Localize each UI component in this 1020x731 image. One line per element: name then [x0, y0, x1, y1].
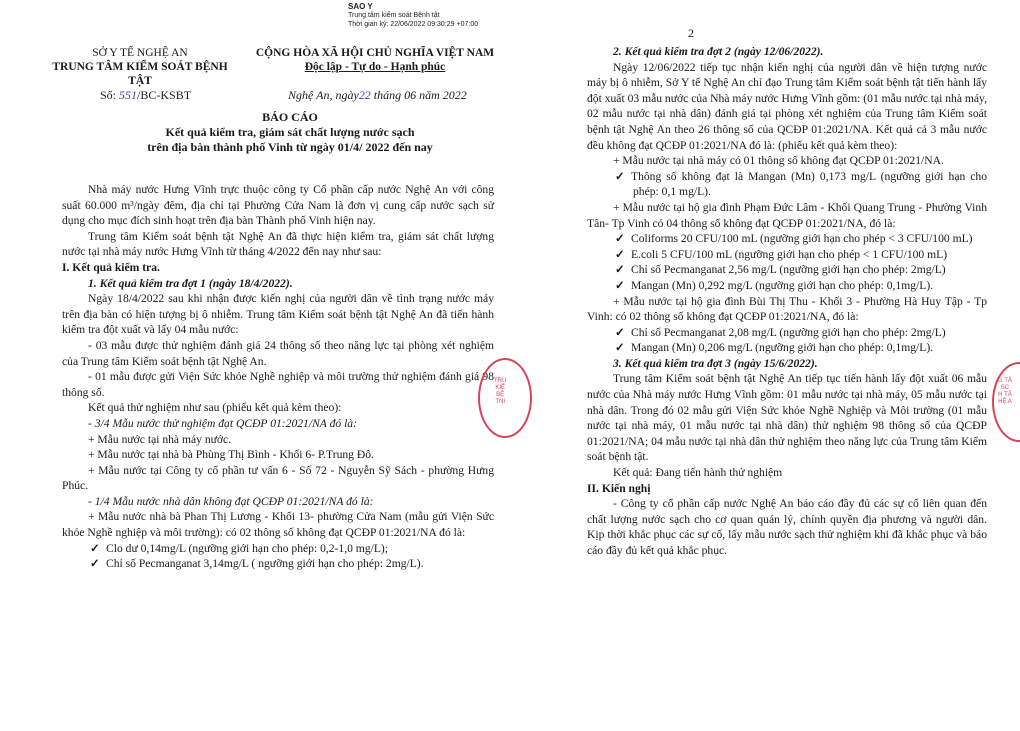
paragraph: Ngày 12/06/2022 tiếp tục nhận kiến nghị của người dân về hiện tượng nước máy bị ô nhiễm, Sở Y tế Nghệ An chỉ đạo Trung tâm Kiểm soát bệnh tật tiến hành lấy đột xuất 03 mẫu nước của Nhà máy nước Hưng Vĩnh gồm: (01 mẫu nước tại nhà máy, 02 mẫu nước tại nhà dân) đánh giá tại phòng xét nghiệm của Trung tâm Kiểm soát bệnh tật Nghệ An theo 26 thông số của QCĐP 01:2021/NA. Kết quả cả 3 mẫu nước đều không đạt QCĐP 01:2021/NA đó là: (phiếu kết quả kèm theo): — [587, 60, 987, 152]
check-icon: ✓ — [615, 169, 625, 183]
check-item-text: Coliforms 20 CFU/100 mL (ngưỡng giới hạn cho phép < 3 CFU/100 mL) — [631, 232, 973, 246]
paragraph: + Mẫu nước tại nhà máy có 01 thông số không đạt QCĐP 01:2021/NA. — [613, 154, 944, 168]
paragraph: - 1/4 Mẫu nước nhà dân không đạt QCĐP 01:2021/NA đó là: — [88, 494, 374, 508]
paragraph: Trung tâm Kiểm soát bệnh tật Nghệ An tiếp tục tiến hành lấy đột xuất 06 mẫu nước của Nhà máy nước Hưng Vĩnh gồm: 01 mẫu nước tại nhà máy, 05 mẫu nước tại nhà dân. Trong đó 02 mẫu gửi Viện Sức khỏe Nghề Nghiệp và Môi trường (01 mẫu nước tại nhà máy, 01 mẫu nước tại nhà dân) thử nghiệm 98 thông số của QCĐP 01:2021/NA; 04 mẫu nước tại nhà dân thử nghiệm theo năng lực của Trung tâm Kiểm soát bệnh tật. — [587, 372, 987, 464]
page-number: 2 — [688, 26, 694, 40]
doc-no-suffix: /BC-KSBT — [137, 88, 192, 102]
paragraph: + Mẫu nước tại Công ty cổ phần tư vấn 6 - Số 72 - Nguyễn Sỹ Sách - phường Hưng Phúc. — [62, 463, 494, 493]
paragraph: + Mẫu nước tại nhà máy nước. — [88, 432, 232, 446]
check-item — [587, 231, 987, 247]
nation-header — [255, 46, 495, 74]
check-item — [62, 541, 494, 557]
doc-no-handwritten: 551 — [119, 88, 138, 102]
check-icon: ✓ — [615, 325, 625, 339]
paragraph: Trung tâm Kiểm soát bệnh tật Nghệ An đã thực hiện kiểm tra, giám sát chất lượng nước tại nhà máy nước Hưng Vĩnh từ tháng 4/2022 đến nay như sau: — [62, 229, 494, 259]
nation-name: CỘNG HÒA XÃ HỘI CHỦ NGHĨA VIỆT NAM — [255, 47, 495, 59]
document-number — [100, 88, 191, 103]
report-title — [120, 110, 460, 155]
check-item-text: Chỉ số Pecmanganat 2,08 mg/L (ngưỡng giới hạn cho phép: 2mg/L) — [631, 325, 946, 339]
red-seal-stamp: TRU KIỂ BỆ TNI — [478, 358, 532, 438]
check-item — [587, 278, 987, 294]
document-date — [288, 88, 467, 103]
signature-stamp — [348, 2, 478, 29]
section-heading: I. Kết quả kiểm tra. — [62, 260, 160, 274]
check-item-text: Clo dư 0,14mg/L (ngưỡng giới hạn cho phép: 0,2-1,0 mg/L); — [106, 541, 389, 555]
date-prefix: Nghệ An, ngày — [288, 88, 359, 102]
paragraph: - Công ty cổ phần cấp nước Nghệ An báo cáo đầy đủ các sự cố liên quan đến chất lượng nước sạch cho cơ quan quản lý, chính quyền địa phương và người dân. Kịp thời khắc phục các sự cố, lấy mẫu nước sạch thử nghiệm khi đã khắc phục và báo cáo đầy đủ kết quả khắc phục. — [587, 497, 987, 557]
paragraph: Kết quả thử nghiệm như sau (phiếu kết quả kèm theo): — [88, 401, 342, 415]
check-item-text: E.coli 5 CFU/100 mL (ngưỡng giới hạn cho phép < 1 CFU/100 mL) — [631, 247, 948, 261]
subsection-heading: 2. Kết quả kiểm tra đợt 2 (ngày 12/06/2022). — [613, 45, 824, 58]
org-header — [40, 46, 240, 88]
check-item-text: Mangan (Mn) 0,292 mg/L (ngưỡng giới hạn cho phép: 0,1mg/L). — [631, 278, 934, 292]
check-item-text: Mangan (Mn) 0,206 mg/L (ngưỡng giới hạn cho phép: 0,1mg/L). — [631, 341, 934, 355]
check-item — [587, 247, 987, 263]
section-heading: II. Kiến nghị — [587, 481, 651, 495]
paragraph: Ngày 18/4/2022 sau khi nhận được kiến nghị của người dân về tình trạng nước máy trên địa bàn có hiện tượng bị ô nhiễm. Trung tâm Kiểm soát bệnh tật Nghệ An đã tiến hành kiểm tra đột xuất và lấy 04 mẫu nước: — [62, 292, 494, 337]
check-item-text: Thông số không đạt là Mangan (Mn) 0,173 mg/L (ngưỡng giới hạn cho phép: 0,1 mg/L). — [631, 169, 987, 199]
check-icon: ✓ — [90, 541, 100, 555]
paragraph: + Mẫu nước tại hộ gia đình Phạm Đức Lâm - Khối Quang Trung - Phường Vinh Tân- Tp Vinh có 04 thông số không đạt QCĐP 01:2021/NA, đó là: — [587, 200, 987, 230]
subsection-heading: 3. Kết quả kiểm tra đợt 3 (ngày 15/6/2022). — [613, 356, 818, 370]
nation-motto: Độc lập - Tự do - Hạnh phúc — [304, 61, 446, 73]
check-item — [587, 169, 987, 200]
date-handwritten: 22 — [358, 88, 371, 102]
check-item — [587, 262, 987, 278]
subsection-heading: 1. Kết quả kiểm tra đợt 1 (ngày 18/4/2022). — [88, 276, 293, 290]
check-icon: ✓ — [615, 232, 625, 246]
check-icon: ✓ — [90, 557, 100, 571]
paragraph: + Mẫu nước tại nhà bà Phùng Thị Bình - Khối 6- P.Trung Đô. — [88, 448, 374, 462]
check-item — [62, 556, 494, 572]
title-kind: BÁO CÁO — [262, 110, 318, 124]
signed-time: Thời gian ký: 22/06/2022 09:30:29 +07:00 — [348, 21, 479, 28]
paragraph: Nhà máy nước Hưng Vĩnh trực thuộc công ty Cổ phần cấp nước Nghệ An với công suất 60.000 m³/ngày đêm, địa chỉ tại Phường Cửa Nam là đơn vị cung cấp nước sạch sử dụng cho mục đích sinh hoạt trên địa bàn Thành phố Vinh hiện nay. — [62, 183, 494, 228]
red-seal-stamp: G TÂ SC H TẬ HỆ A — [992, 362, 1020, 442]
org-parent: SỞ Y TẾ NGHỆ AN — [92, 47, 188, 59]
paragraph: - 03 mẫu được thử nghiệm đánh giá 24 thông số theo năng lực tại phòng xét nghiệm của Trung tâm Kiểm soát bệnh tật Nghệ An. — [62, 338, 494, 368]
check-icon: ✓ — [615, 263, 625, 277]
right-column — [587, 44, 987, 559]
paragraph: - 01 mẫu được gửi Viện Sức khỏe Nghề nghiệp và môi trường thử nghiệm đánh giá 98 thông số. — [62, 370, 494, 399]
check-icon: ✓ — [615, 278, 625, 292]
signer: Trung tâm kiểm soát Bệnh tật — [348, 12, 440, 19]
title-line-1: Kết quả kiểm tra, giám sát chất lượng nước sạch — [165, 125, 415, 139]
doc-no-prefix: Số: — [100, 88, 120, 102]
check-item — [587, 340, 987, 356]
check-icon: ✓ — [615, 247, 625, 261]
paragraph: + Mẫu nước tại hộ gia đình Bùi Thị Thu - Khối 3 - Phường Hà Huy Tập - Tp Vinh: có 02 thông số không đạt QCĐP 01:2021/NA, đó là: — [587, 294, 987, 324]
check-item — [587, 325, 987, 341]
left-column — [62, 182, 494, 572]
check-item-text: Chỉ số Pecmanganat 2,56 mg/L (ngưỡng giới hạn cho phép: 2mg/L) — [631, 263, 946, 277]
org-name: TRUNG TÂM KIỂM SOÁT BỆNH TẬT — [52, 61, 228, 87]
title-line-2: trên địa bàn thành phố Vinh từ ngày 01/4/ 2022 đến nay — [147, 140, 433, 154]
paragraph: + Mẫu nước nhà bà Phan Thị Lương - Khối 13- phường Cửa Nam (mẫu gửi Viện Sức khỏe Nghề nghiệp và môi trường): có 02 thông số không đạt QCĐP 01:2021/NA đó là: — [62, 510, 494, 540]
paragraph: Kết quả: Đang tiến hành thử nghiệm — [613, 466, 783, 480]
check-icon: ✓ — [615, 341, 625, 355]
copy-label: SAO Y — [348, 2, 373, 11]
date-suffix: tháng 06 năm 2022 — [370, 88, 467, 102]
paragraph: - 3/4 Mẫu nước thử nghiệm đạt QCĐP 01:2021/NA đó là: — [88, 416, 357, 430]
check-item-text: Chỉ số Pecmanganat 3,14mg/L ( ngưỡng giới hạn cho phép: 2mg/L). — [106, 557, 424, 571]
